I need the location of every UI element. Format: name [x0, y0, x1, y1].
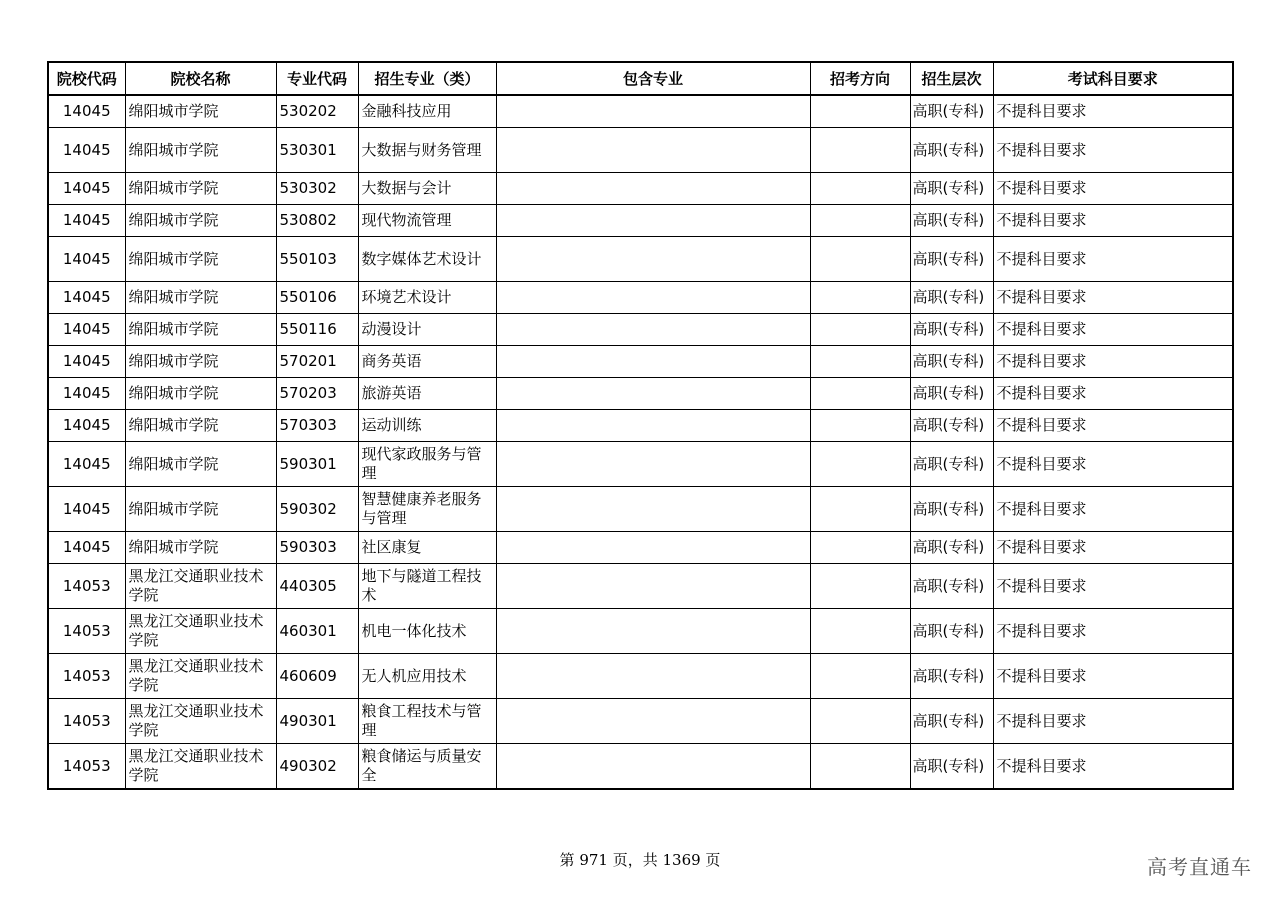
cell-school-code: 14045 [48, 487, 125, 532]
cell-requirement: 不提科目要求 [993, 205, 1233, 237]
cell-major-code: 570203 [276, 378, 358, 410]
cell-school-code: 14045 [48, 314, 125, 346]
cell-requirement: 不提科目要求 [993, 173, 1233, 205]
cell-major-code: 530301 [276, 128, 358, 173]
table-row [48, 314, 1233, 346]
cell-major-code: 440305 [276, 564, 358, 609]
cell-direction [810, 95, 910, 128]
cell-major-code: 550106 [276, 282, 358, 314]
page-footer: 第 971 页，共 1369 页 [559, 851, 721, 869]
cell-requirement: 不提科目要求 [993, 95, 1233, 128]
cell-major: 动漫设计 [358, 314, 496, 346]
cell-included-majors [496, 314, 810, 346]
cell-level: 高职(专科) [910, 699, 993, 744]
cell-school-code: 14045 [48, 442, 125, 487]
cell-included-majors [496, 532, 810, 564]
cell-requirement: 不提科目要求 [993, 314, 1233, 346]
cell-major: 运动训练 [358, 410, 496, 442]
cell-major: 现代家政服务与管理 [358, 442, 496, 487]
cell-level: 高职(专科) [910, 532, 993, 564]
cell-school-code: 14053 [48, 654, 125, 699]
table-row [48, 609, 1233, 654]
cell-major-code: 490302 [276, 744, 358, 790]
cell-level: 高职(专科) [910, 173, 993, 205]
cell-requirement: 不提科目要求 [993, 128, 1233, 173]
cell-level: 高职(专科) [910, 487, 993, 532]
cell-school-name: 绵阳城市学院 [125, 346, 276, 378]
table-row [48, 173, 1233, 205]
cell-included-majors [496, 346, 810, 378]
cell-included-majors [496, 410, 810, 442]
cell-school-code: 14045 [48, 95, 125, 128]
cell-school-code: 14045 [48, 532, 125, 564]
cell-direction [810, 346, 910, 378]
table-row [48, 237, 1233, 282]
cell-direction [810, 173, 910, 205]
cell-included-majors [496, 564, 810, 609]
cell-requirement: 不提科目要求 [993, 410, 1233, 442]
table-row [48, 95, 1233, 128]
cell-major-code: 590303 [276, 532, 358, 564]
admissions-table [47, 61, 1234, 790]
cell-school-name: 绵阳城市学院 [125, 410, 276, 442]
cell-direction [810, 282, 910, 314]
cell-school-code: 14045 [48, 378, 125, 410]
cell-level: 高职(专科) [910, 609, 993, 654]
table-row [48, 564, 1233, 609]
cell-major: 商务英语 [358, 346, 496, 378]
cell-requirement: 不提科目要求 [993, 564, 1233, 609]
cell-major-code: 530802 [276, 205, 358, 237]
cell-major: 大数据与财务管理 [358, 128, 496, 173]
cell-school-name: 绵阳城市学院 [125, 487, 276, 532]
cell-major: 大数据与会计 [358, 173, 496, 205]
cell-school-code: 14045 [48, 205, 125, 237]
cell-requirement: 不提科目要求 [993, 237, 1233, 282]
cell-school-code: 14053 [48, 744, 125, 790]
table-row [48, 205, 1233, 237]
cell-direction [810, 699, 910, 744]
cell-included-majors [496, 282, 810, 314]
table-row [48, 282, 1233, 314]
cell-major: 地下与隧道工程技术 [358, 564, 496, 609]
cell-level: 高职(专科) [910, 205, 993, 237]
header-major: 招生专业（类） [358, 62, 496, 95]
cell-included-majors [496, 744, 810, 790]
table-row [48, 378, 1233, 410]
header-level: 招生层次 [910, 62, 993, 95]
cell-major: 社区康复 [358, 532, 496, 564]
cell-included-majors [496, 128, 810, 173]
cell-major-code: 550116 [276, 314, 358, 346]
cell-major: 无人机应用技术 [358, 654, 496, 699]
cell-included-majors [496, 609, 810, 654]
cell-level: 高职(专科) [910, 282, 993, 314]
cell-major-code: 530202 [276, 95, 358, 128]
cell-level: 高职(专科) [910, 128, 993, 173]
cell-school-name: 绵阳城市学院 [125, 173, 276, 205]
cell-included-majors [496, 237, 810, 282]
cell-school-name: 绵阳城市学院 [125, 237, 276, 282]
cell-school-name: 绵阳城市学院 [125, 205, 276, 237]
cell-direction [810, 532, 910, 564]
cell-major: 智慧健康养老服务与管理 [358, 487, 496, 532]
cell-direction [810, 314, 910, 346]
cell-direction [810, 744, 910, 790]
cell-major: 机电一体化技术 [358, 609, 496, 654]
cell-major-code: 590301 [276, 442, 358, 487]
table-row [48, 128, 1233, 173]
cell-level: 高职(专科) [910, 378, 993, 410]
cell-school-code: 14045 [48, 410, 125, 442]
cell-requirement: 不提科目要求 [993, 699, 1233, 744]
header-school-code: 院校代码 [48, 62, 125, 95]
cell-level: 高职(专科) [910, 654, 993, 699]
cell-level: 高职(专科) [910, 237, 993, 282]
header-requirement: 考试科目要求 [993, 62, 1233, 95]
cell-major-code: 570303 [276, 410, 358, 442]
cell-included-majors [496, 205, 810, 237]
cell-school-code: 14045 [48, 346, 125, 378]
cell-school-code: 14053 [48, 609, 125, 654]
cell-school-name: 绵阳城市学院 [125, 282, 276, 314]
cell-major: 金融科技应用 [358, 95, 496, 128]
cell-school-name: 黑龙江交通职业技术学院 [125, 699, 276, 744]
cell-school-name: 绵阳城市学院 [125, 532, 276, 564]
cell-school-code: 14053 [48, 564, 125, 609]
watermark: 高考直通车 [1147, 855, 1252, 879]
table-row [48, 699, 1233, 744]
cell-included-majors [496, 378, 810, 410]
header-major-code: 专业代码 [276, 62, 358, 95]
cell-level: 高职(专科) [910, 564, 993, 609]
cell-school-code: 14045 [48, 237, 125, 282]
table-row [48, 654, 1233, 699]
cell-major-code: 590302 [276, 487, 358, 532]
header-direction: 招考方向 [810, 62, 910, 95]
header-included-majors: 包含专业 [496, 62, 810, 95]
header-school-name: 院校名称 [125, 62, 276, 95]
cell-school-name: 绵阳城市学院 [125, 314, 276, 346]
cell-major: 数字媒体艺术设计 [358, 237, 496, 282]
header-row [48, 62, 1233, 95]
cell-major-code: 460301 [276, 609, 358, 654]
cell-school-name: 黑龙江交通职业技术学院 [125, 609, 276, 654]
cell-direction [810, 410, 910, 442]
cell-requirement: 不提科目要求 [993, 487, 1233, 532]
cell-direction [810, 237, 910, 282]
cell-major: 粮食储运与质量安全 [358, 744, 496, 790]
cell-requirement: 不提科目要求 [993, 744, 1233, 790]
cell-major: 环境艺术设计 [358, 282, 496, 314]
cell-direction [810, 487, 910, 532]
cell-school-name: 绵阳城市学院 [125, 378, 276, 410]
cell-major: 旅游英语 [358, 378, 496, 410]
cell-direction [810, 609, 910, 654]
cell-school-name: 绵阳城市学院 [125, 442, 276, 487]
cell-direction [810, 378, 910, 410]
cell-included-majors [496, 487, 810, 532]
cell-included-majors [496, 654, 810, 699]
cell-requirement: 不提科目要求 [993, 346, 1233, 378]
cell-direction [810, 205, 910, 237]
table-row [48, 442, 1233, 487]
cell-included-majors [496, 442, 810, 487]
table-row [48, 346, 1233, 378]
cell-requirement: 不提科目要求 [993, 378, 1233, 410]
cell-school-name: 绵阳城市学院 [125, 95, 276, 128]
cell-major: 粮食工程技术与管理 [358, 699, 496, 744]
cell-direction [810, 654, 910, 699]
cell-major: 现代物流管理 [358, 205, 496, 237]
cell-requirement: 不提科目要求 [993, 532, 1233, 564]
cell-school-code: 14053 [48, 699, 125, 744]
cell-direction [810, 564, 910, 609]
cell-direction [810, 128, 910, 173]
table-row [48, 744, 1233, 790]
cell-level: 高职(专科) [910, 314, 993, 346]
cell-requirement: 不提科目要求 [993, 442, 1233, 487]
cell-major-code: 550103 [276, 237, 358, 282]
cell-direction [810, 442, 910, 487]
cell-included-majors [496, 173, 810, 205]
cell-level: 高职(专科) [910, 744, 993, 790]
cell-level: 高职(专科) [910, 346, 993, 378]
cell-major-code: 530302 [276, 173, 358, 205]
cell-included-majors [496, 699, 810, 744]
table-row [48, 410, 1233, 442]
cell-requirement: 不提科目要求 [993, 609, 1233, 654]
cell-school-code: 14045 [48, 128, 125, 173]
cell-major-code: 490301 [276, 699, 358, 744]
cell-included-majors [496, 95, 810, 128]
cell-level: 高职(专科) [910, 95, 993, 128]
cell-requirement: 不提科目要求 [993, 282, 1233, 314]
cell-level: 高职(专科) [910, 410, 993, 442]
cell-major-code: 570201 [276, 346, 358, 378]
cell-school-name: 黑龙江交通职业技术学院 [125, 744, 276, 790]
table-row [48, 532, 1233, 564]
cell-school-name: 黑龙江交通职业技术学院 [125, 654, 276, 699]
cell-school-name: 黑龙江交通职业技术学院 [125, 564, 276, 609]
cell-requirement: 不提科目要求 [993, 654, 1233, 699]
table-row [48, 487, 1233, 532]
cell-school-code: 14045 [48, 282, 125, 314]
cell-school-name: 绵阳城市学院 [125, 128, 276, 173]
cell-level: 高职(专科) [910, 442, 993, 487]
cell-school-code: 14045 [48, 173, 125, 205]
cell-major-code: 460609 [276, 654, 358, 699]
